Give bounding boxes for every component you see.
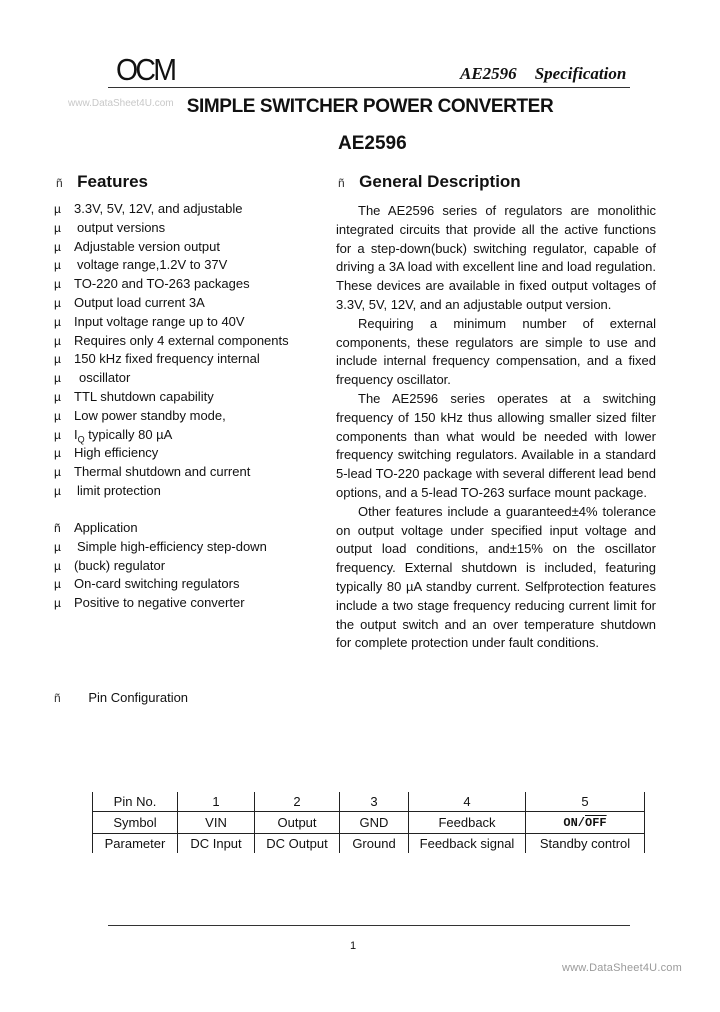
onoff-off: $\overline{OFF}$ [585, 816, 607, 830]
application-text: (buck) regulator [74, 557, 166, 573]
page-title: SIMPLE SWITCHER POWER CONVERTER [186, 96, 554, 117]
header-doc-type: Specification [534, 64, 627, 83]
feature-text: voltage range,1.2V to 37V [77, 257, 228, 273]
feature-text: oscillator [79, 370, 131, 386]
table-cell: DC Output [255, 834, 340, 854]
bullet-icon: µ [54, 446, 61, 461]
header-rule [108, 87, 630, 88]
footer-rule [108, 925, 630, 926]
section-bullet-icon: ñ [54, 521, 61, 535]
model-number: AE2596 [338, 133, 407, 154]
table-cell: 1 [178, 792, 255, 812]
bullet-icon: µ [54, 596, 61, 611]
application-text: Simple high-efficiency step-down [77, 538, 267, 554]
table-cell: Parameter [93, 834, 178, 854]
watermark-top: www.DataSheet4U.com [68, 98, 174, 109]
bullet-icon: µ [54, 389, 61, 404]
features-heading-text: Features [77, 172, 149, 191]
feature-text: TTL shutdown capability [74, 388, 214, 404]
description-heading [338, 172, 521, 192]
application-text: On-card switching regulators [74, 576, 240, 592]
bullet-icon: µ [54, 539, 61, 554]
bullet-icon: µ [54, 314, 61, 329]
table-cell-onoff: $ON/\overline{OFF}$ [526, 812, 645, 834]
feature-text: 3.3V, 5V, 12V, and adjustable [74, 201, 243, 216]
table-cell: DC Input [178, 834, 255, 854]
description-body [336, 202, 656, 653]
description-paragraph: Other features include a guaranteed±4% tolerance on output voltage under specified input voltage and output load conditions, and±15% on the oscillator frequency. External shutdown is included, featuring typically 80 µA standby current. Selfprotection features include a two stage frequency reducing current limit for the output switch and an over temperature shutdown for complete protection under fault conditions. [336, 503, 656, 651]
bullet-icon: µ [54, 277, 61, 292]
pin-config-heading-text: Pin Configuration [88, 690, 189, 705]
bullet-icon: µ [54, 371, 61, 386]
application-heading-text: Application [74, 520, 138, 535]
feature-text: TO-220 and TO-263 packages [74, 276, 250, 292]
table-cell: Feedback [409, 812, 526, 834]
iq-symbol: I [74, 426, 78, 442]
page-number: 1 [350, 940, 357, 952]
bullet-icon: µ [54, 408, 61, 423]
feature-text: Adjustable version output [74, 238, 220, 254]
feature-text: Input voltage range up to 40V [74, 313, 245, 329]
feature-text: limit protection [77, 482, 161, 498]
section-bullet-icon: ñ [338, 176, 345, 190]
section-bullet-icon: ñ [54, 691, 61, 705]
bullet-icon: µ [54, 577, 61, 592]
feature-text: Thermal shutdown and current [74, 464, 251, 480]
standby-current: typically 80 µA [88, 426, 173, 442]
description-paragraph: Requiring a minimum number of external components, these regulators are simple to use and include internal frequency compensation, and a fixed frequency oscillator. [336, 315, 656, 388]
bullet-icon: µ [54, 558, 61, 573]
table-cell: 5 [526, 792, 645, 812]
bullet-icon: µ [54, 202, 61, 216]
feature-text: Requires only 4 external components [74, 332, 289, 348]
table-cell: Symbol [93, 812, 178, 834]
feature-text: Low power standby mode, [74, 407, 226, 423]
table-row [93, 792, 645, 812]
description-heading-text: General Description [359, 172, 521, 191]
bullet-icon: µ [54, 258, 61, 273]
header-part: AE2596 [460, 64, 517, 83]
description-paragraph: The AE2596 series operates at a switching frequency of 150 kHz thus allowing smaller sized filter components than what would be needed with lower frequency switching regulators. Available in a standard 5-lead TO-220 package with several different lead bend options, and a 5-lead TO-263 surface mount package. [336, 390, 656, 500]
table-cell: Output [255, 812, 340, 834]
pin-config-table [92, 792, 645, 853]
table-cell: Pin No. [93, 792, 178, 812]
iq-subscript: Q [77, 434, 85, 445]
bullet-icon: µ [54, 295, 61, 310]
table-cell: Feedback signal [409, 834, 526, 854]
bullet-icon: µ [54, 427, 61, 442]
application-text: Positive to negative converter [74, 595, 245, 611]
bullet-icon: µ [54, 239, 61, 254]
bullet-icon: µ [54, 333, 61, 348]
bullet-icon: µ [54, 465, 61, 480]
pin-config-heading [54, 690, 188, 705]
table-cell: 3 [340, 792, 409, 812]
table-cell: Ground [340, 834, 409, 854]
table-row [93, 812, 645, 834]
feature-text: output versions [77, 219, 166, 235]
feature-text: Output load current 3A [74, 294, 205, 310]
company-logo: OCM [116, 52, 175, 87]
table-cell: 4 [409, 792, 526, 812]
section-bullet-icon: ñ [56, 176, 63, 190]
onoff-on: ON [563, 816, 578, 830]
table-cell: GND [340, 812, 409, 834]
bullet-icon: µ [54, 483, 61, 498]
table-cell: VIN [178, 812, 255, 834]
bullet-icon: µ [54, 352, 61, 367]
feature-text: 150 kHz fixed frequency internal [74, 351, 260, 367]
table-row [93, 834, 645, 854]
doc-header [460, 64, 626, 84]
table-cell: 2 [255, 792, 340, 812]
description-paragraph: The AE2596 series of regulators are monolithic integrated circuits that provide all the active functions for a step-down(buck) switching regulator, capable of driving a 3A load with excellent line and load regulation. These devices are available in fixed output voltages of 3.3V, 5V, 12V, and an adjustable output version. [336, 203, 656, 312]
features-heading [56, 172, 148, 192]
watermark-bottom: www.DataSheet4U.com [562, 962, 682, 974]
bullet-icon: µ [54, 220, 61, 235]
feature-text: High efficiency [74, 445, 159, 461]
table-cell: Standby control [526, 834, 645, 854]
